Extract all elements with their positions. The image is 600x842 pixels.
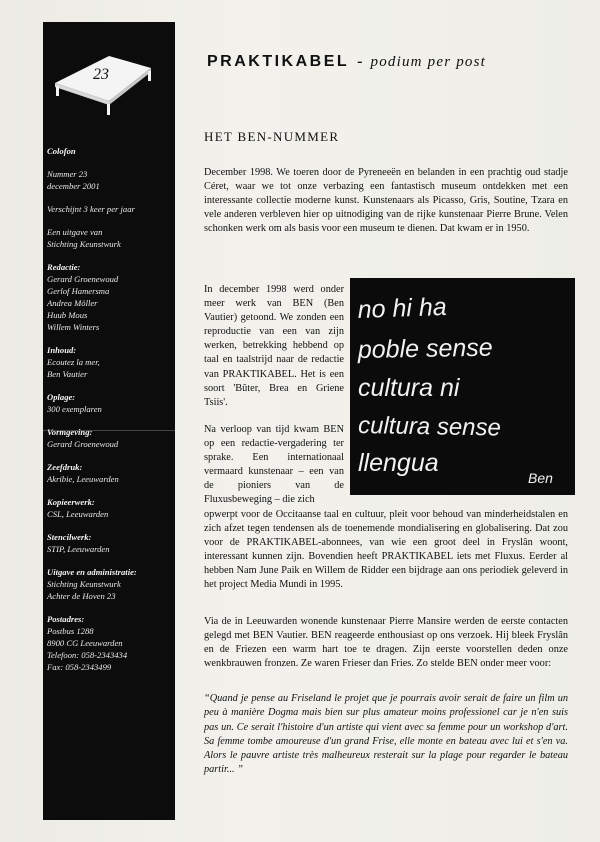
colophon-block [47, 226, 171, 250]
colophon-line: Ecoutez la mer, [47, 357, 100, 367]
colophon-block [47, 261, 171, 333]
column-paragraph-1: In december 1998 werd onder meer werk van BEN (Ben Vautier) getoond. We zonden een reproductie van een van zijn werken, betrekking hebbend op taal en taalstrijd naar de redactie van PRAKTIKABEL. Het is een soort 'Bûter, Brea en Griene Tsiis'. [204, 284, 344, 408]
column-paragraph-2: Na verloop van tijd kwam BEN op een redactie-vergadering ter sprake. Een internationaal vermaard kunstenaar – een van de pioniers van de Fluxusbeweging – die zich [204, 423, 344, 506]
colophon-heading: Kopieerwerk: [47, 497, 95, 507]
colophon-line: Gerard Groenewoud [47, 274, 119, 284]
colophon-line: Stichting Keunstwurk [47, 239, 121, 249]
colophon-heading: Redactie: [47, 262, 81, 272]
issue-number: 23 [93, 66, 109, 83]
article-paragraph-3: opwerpt voor de Occitaanse taal en cultuur, pleit voor behoud van minderheidstalen en zich afzet tegen tendensen als de toenemende mondialisering en globalisering. Dat zou voor de PRAKTIKABEL-abonnees, van wie een groot deel in Fryslân woont, interessant kunnen zijn. Bovendien heeft PRAKTIKABEL iets met Fluxus. Eerder al hebben Nam June Paik en Willem de Ridder een bijdrage aan ons periodiek geleverd in het project Media Mundi in 1995. [204, 509, 568, 591]
colophon-list [47, 145, 171, 684]
colophon-line: Een uitgave van [47, 227, 103, 237]
colophon-block [47, 168, 171, 192]
colophon-heading: Inhoud: [47, 345, 77, 355]
colophon-line: Nummer 23 [47, 169, 88, 179]
brand-separator: - [357, 53, 363, 70]
colophon-block [47, 391, 171, 415]
colophon-line: Fax: 058-2343499 [47, 662, 112, 672]
brand-tagline: podium per post [370, 54, 486, 70]
colophon-line: Willem Winters [47, 322, 100, 332]
colophon-line: Telefoon: 058-2343434 [47, 650, 128, 660]
colophon-line: CSL, Leeuwarden [47, 509, 109, 519]
colophon-line: Achter de Hoven 23 [47, 591, 116, 601]
colophon-line: 300 exemplaren [47, 404, 102, 414]
colophon-line: Stichting Keunstwurk [47, 579, 121, 589]
colophon-block [47, 461, 171, 485]
artwork-line-5: llengua [358, 449, 439, 477]
artwork-line-3: cultura ni [358, 374, 460, 402]
artwork-line-4: cultura sense [357, 412, 502, 442]
colophon-block [47, 613, 171, 673]
colophon-line: 8900 CG Leeuwarden [47, 638, 123, 648]
colophon-line: Huub Mous [47, 310, 88, 320]
colophon-heading: Uitgave en administratie: [47, 567, 137, 577]
article-paragraph-4: Via de in Leeuwarden wonende kunstenaar Pierre Mansire werden de eerste contacten gelegd met BEN Vautier. BEN reageerde enthousiast op ons verzoek. Hij bleek Fryslân en de Friezen een warm hart toe te dragen. Zijn eerste voorstellen deden onze wenkbrauwen fronzen. Ze waren Frieser dan Fries. Zo stelde BEN onder meer voor: [204, 616, 568, 670]
colophon-heading: Postadres: [47, 614, 85, 624]
brand-name: PRAKTIKABEL [207, 53, 350, 70]
colophon-line: Akribie, Leeuwarden [47, 474, 119, 484]
colophon-block [47, 145, 171, 157]
masthead [207, 53, 563, 75]
colophon-heading: Vormgeving: [47, 427, 93, 437]
colophon-sidebar [43, 22, 175, 820]
colophon-heading: Stencilwerk: [47, 532, 92, 542]
colophon-heading: Oplage: [47, 392, 76, 402]
article-narrow-column [204, 283, 344, 520]
colophon-line: Verschijnt 3 keer per jaar [47, 204, 135, 214]
colophon-line: Postbus 1288 [47, 626, 94, 636]
artwork-line-1: no hi ha [357, 292, 448, 324]
colophon-block [47, 344, 171, 380]
colophon-heading: Zeefdruk: [47, 462, 83, 472]
ben-artwork [350, 278, 575, 495]
stage-platform-icon [55, 56, 151, 115]
colophon-line: Gerard Groenewoud [47, 439, 119, 449]
colophon-block [47, 203, 171, 215]
colophon-block [47, 531, 171, 555]
colophon-line: december 2001 [47, 181, 100, 191]
ben-quote: “Quand je pense au Friseland le projet que je pourrais avoir serait de faire un film un peu à manière Dogma mais bien sur plus amateur moins professionel car je n'en suis pas un. Ce serait l'histoire d'un artiste qui vient avec sa femme pour un workshop d'art. Sa femme tombe amoureuse d'un grand Frise, elle monte en bateau avec lui et s'en va. Alors le pauvre artiste très malheureux resterait sur la plage pour regarder le bateau partir... ” [204, 693, 568, 776]
artwork-signature: Ben [528, 470, 553, 486]
colophon-block [47, 566, 171, 602]
article-intro: December 1998. We toeren door de Pyreneeën en belanden in een prachtig oud stadje Céret, waar we tot onze verbazing een fantastisch museum ontdekken met een interessante collectie moderne kunst. Kunstenaars als Picasso, Gris, Soutine, Tzara en vele anderen verbleven hier op uitnodiging van de rijke kunstenaar Pierre Brune. Velen schonken werk om als basis voor een museum te dienen. Dat kwam er in 1950. [204, 167, 568, 235]
colophon-block [47, 426, 171, 450]
colophon-heading: Colofon [47, 146, 76, 156]
artwork-line-2: poble sense [357, 333, 493, 364]
issue-logo [43, 22, 175, 122]
colophon-line: STIP, Leeuwarden [47, 544, 110, 554]
colophon-line: Andrea Möller [47, 298, 98, 308]
colophon-block [47, 496, 171, 520]
article-title: HET BEN-NUMMER [204, 129, 340, 144]
colophon-line: Ben Vautier [47, 369, 88, 379]
colophon-line: Gerlof Hamersma [47, 286, 110, 296]
